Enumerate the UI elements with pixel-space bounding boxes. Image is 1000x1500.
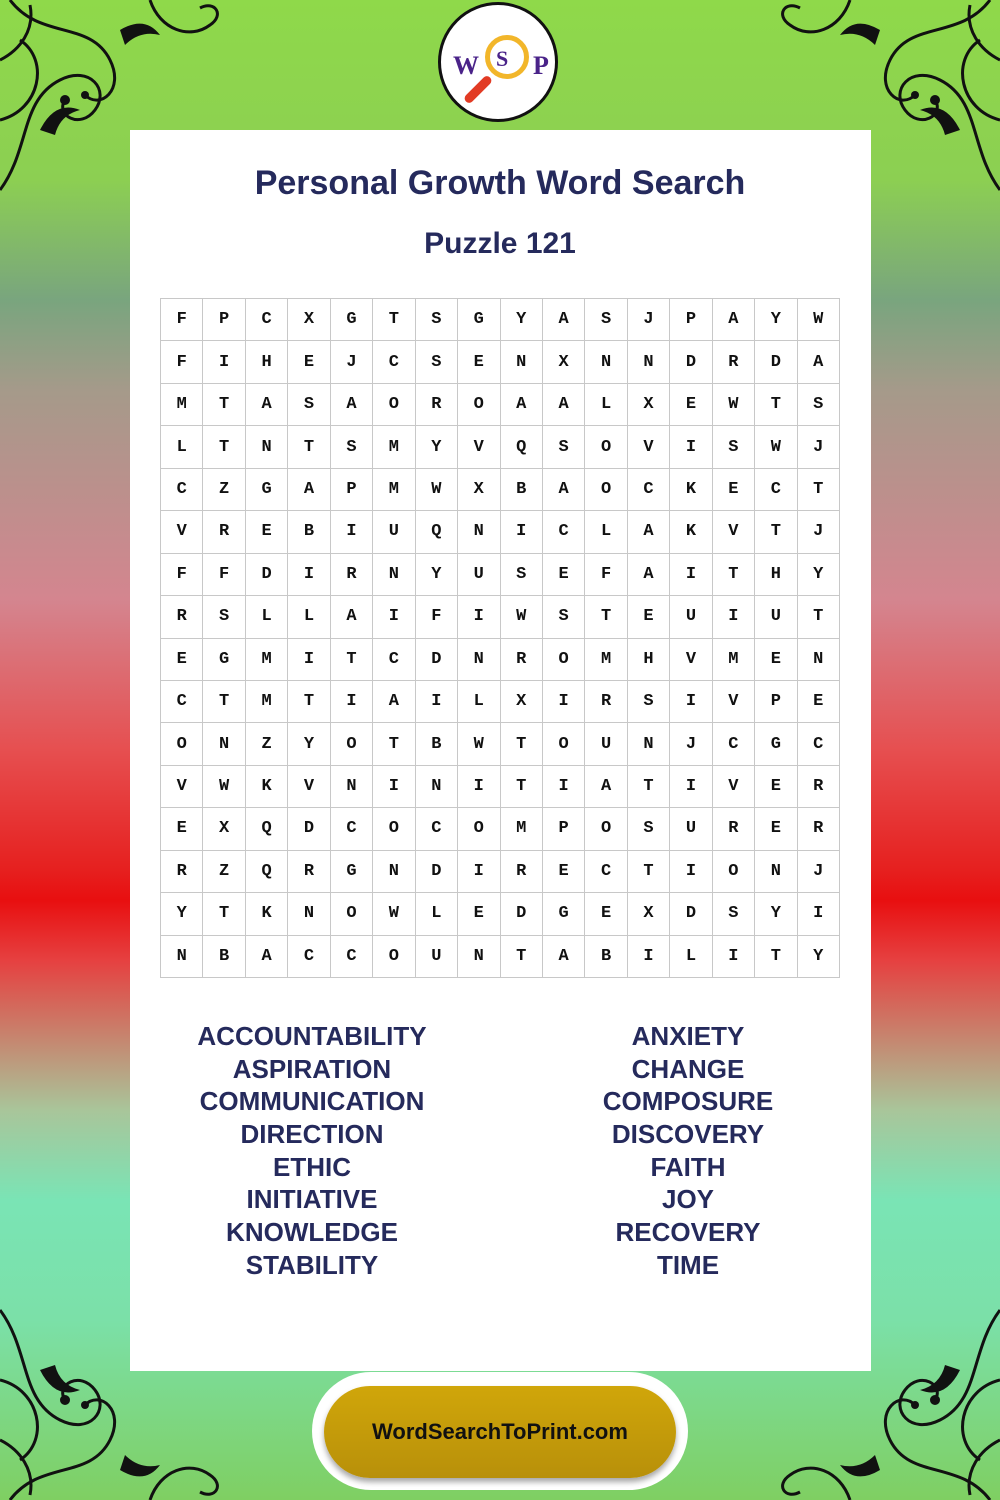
logo-letter-p: P	[533, 51, 549, 80]
grid-cell[interactable]: E	[713, 469, 755, 511]
grid-cell[interactable]: U	[670, 808, 712, 850]
word-list-item: FAITH	[650, 1151, 726, 1182]
grid-cell[interactable]: D	[416, 639, 458, 681]
word-list-item: ANXIETY	[631, 1021, 745, 1051]
grid-cell[interactable]: V	[713, 511, 755, 553]
grid-cell[interactable]: O	[585, 469, 627, 511]
grid-cell[interactable]: I	[416, 681, 458, 723]
grid-cell[interactable]: T	[755, 936, 797, 978]
grid-cell[interactable]: C	[331, 808, 373, 850]
grid-cell[interactable]: W	[798, 299, 840, 341]
grid-cell[interactable]: T	[755, 384, 797, 426]
grid-cell[interactable]: M	[246, 681, 288, 723]
page-title: Personal Growth Word Search	[254, 164, 746, 202]
grid-cell[interactable]: T	[501, 723, 543, 765]
grid-cell[interactable]: I	[670, 681, 712, 723]
grid-cell[interactable]: S	[416, 299, 458, 341]
grid-cell[interactable]: N	[798, 639, 840, 681]
grid-cell[interactable]: I	[458, 766, 500, 808]
grid-cell[interactable]: O	[585, 426, 627, 468]
grid-cell[interactable]: N	[458, 639, 500, 681]
grid-cell[interactable]: S	[331, 426, 373, 468]
grid-cell[interactable]: N	[246, 426, 288, 468]
grid-cell[interactable]: Y	[416, 554, 458, 596]
grid-cell[interactable]: O	[161, 723, 203, 765]
grid-cell[interactable]: A	[288, 469, 330, 511]
grid-cell[interactable]: M	[373, 469, 415, 511]
grid-cell[interactable]: A	[246, 936, 288, 978]
grid-cell[interactable]: I	[373, 766, 415, 808]
grid-cell[interactable]: N	[585, 341, 627, 383]
grid-cell[interactable]: S	[543, 426, 585, 468]
grid-cell[interactable]: A	[331, 596, 373, 638]
grid-cell[interactable]: V	[628, 426, 670, 468]
grid-cell[interactable]: G	[246, 469, 288, 511]
grid-cell[interactable]: G	[331, 299, 373, 341]
grid-cell[interactable]: C	[713, 723, 755, 765]
grid-cell[interactable]: M	[585, 639, 627, 681]
grid-cell[interactable]: T	[373, 723, 415, 765]
grid-cell[interactable]: S	[628, 808, 670, 850]
grid-cell[interactable]: T	[288, 681, 330, 723]
grid-cell[interactable]: E	[288, 341, 330, 383]
grid-cell[interactable]: P	[203, 299, 245, 341]
grid-cell[interactable]: J	[670, 723, 712, 765]
grid-cell[interactable]: T	[203, 426, 245, 468]
grid-cell[interactable]: I	[670, 554, 712, 596]
grid-cell[interactable]: D	[670, 341, 712, 383]
grid-cell[interactable]: J	[798, 511, 840, 553]
grid-cell[interactable]: A	[331, 384, 373, 426]
grid-cell[interactable]: A	[543, 384, 585, 426]
grid-cell[interactable]: W	[458, 723, 500, 765]
grid-cell[interactable]: D	[246, 554, 288, 596]
grid-cell[interactable]: O	[458, 384, 500, 426]
grid-cell[interactable]: T	[288, 426, 330, 468]
grid-cell[interactable]: T	[628, 851, 670, 893]
grid-cell[interactable]: C	[161, 469, 203, 511]
grid-cell[interactable]: I	[288, 554, 330, 596]
grid-cell[interactable]: N	[416, 766, 458, 808]
grid-cell[interactable]: P	[755, 681, 797, 723]
letter-grid	[160, 298, 840, 978]
grid-cell[interactable]: N	[501, 341, 543, 383]
grid-cell[interactable]: H	[246, 341, 288, 383]
grid-cell[interactable]: U	[416, 936, 458, 978]
grid-cell[interactable]: O	[543, 639, 585, 681]
grid-cell[interactable]: V	[670, 639, 712, 681]
grid-cell[interactable]: S	[713, 426, 755, 468]
grid-cell[interactable]: C	[373, 639, 415, 681]
grid-cell[interactable]: E	[798, 681, 840, 723]
grid-cell[interactable]: A	[798, 341, 840, 383]
grid-cell[interactable]: G	[543, 893, 585, 935]
grid-cell[interactable]: Y	[798, 936, 840, 978]
grid-cell[interactable]: X	[501, 681, 543, 723]
grid-cell[interactable]: I	[670, 426, 712, 468]
grid-cell[interactable]: Y	[161, 893, 203, 935]
grid-cell[interactable]: S	[798, 384, 840, 426]
grid-cell[interactable]: D	[501, 893, 543, 935]
grid-cell[interactable]: D	[288, 808, 330, 850]
grid-cell[interactable]: U	[755, 596, 797, 638]
grid-cell[interactable]: O	[373, 384, 415, 426]
grid-cell[interactable]: G	[458, 299, 500, 341]
grid-cell[interactable]: I	[331, 511, 373, 553]
grid-cell[interactable]: C	[628, 469, 670, 511]
grid-cell[interactable]: B	[585, 936, 627, 978]
grid-cell[interactable]: U	[458, 554, 500, 596]
grid-cell[interactable]: R	[585, 681, 627, 723]
grid-cell[interactable]: K	[246, 766, 288, 808]
grid-cell[interactable]: O	[713, 851, 755, 893]
grid-cell[interactable]: C	[755, 469, 797, 511]
grid-cell[interactable]: W	[713, 384, 755, 426]
grid-cell[interactable]: T	[798, 596, 840, 638]
word-list-item: JOY	[661, 1184, 715, 1215]
grid-cell[interactable]: D	[670, 893, 712, 935]
grid-cell[interactable]: B	[288, 511, 330, 553]
grid-cell[interactable]: O	[585, 808, 627, 850]
word-list-item: TIME	[656, 1249, 720, 1280]
grid-cell[interactable]: I	[458, 851, 500, 893]
grid-cell[interactable]: F	[585, 554, 627, 596]
grid-cell[interactable]: A	[246, 384, 288, 426]
grid-cell[interactable]: I	[798, 893, 840, 935]
grid-cell[interactable]: R	[161, 851, 203, 893]
grid-cell[interactable]: M	[246, 639, 288, 681]
grid-cell[interactable]: Y	[501, 299, 543, 341]
grid-cell[interactable]: B	[416, 723, 458, 765]
grid-cell[interactable]: F	[416, 596, 458, 638]
grid-cell[interactable]: C	[798, 723, 840, 765]
grid-cell[interactable]: J	[628, 299, 670, 341]
word-list-item: ACCOUNTABILITY	[197, 1021, 427, 1051]
grid-cell[interactable]: G	[331, 851, 373, 893]
word-list-item: KNOWLEDGE	[226, 1217, 398, 1248]
grid-cell[interactable]: F	[161, 341, 203, 383]
grid-cell[interactable]: S	[628, 681, 670, 723]
grid-cell[interactable]: S	[543, 596, 585, 638]
grid-cell[interactable]: E	[458, 893, 500, 935]
grid-cell[interactable]: S	[501, 554, 543, 596]
grid-cell[interactable]: X	[628, 384, 670, 426]
grid-cell[interactable]: E	[585, 893, 627, 935]
grid-cell[interactable]: J	[798, 851, 840, 893]
grid-cell[interactable]: W	[755, 426, 797, 468]
grid-cell[interactable]: V	[713, 766, 755, 808]
grid-cell[interactable]: N	[755, 851, 797, 893]
grid-cell[interactable]: S	[288, 384, 330, 426]
grid-cell[interactable]: U	[585, 723, 627, 765]
grid-cell[interactable]: L	[416, 893, 458, 935]
grid-cell[interactable]: N	[458, 511, 500, 553]
grid-cell[interactable]: N	[161, 936, 203, 978]
grid-cell[interactable]: I	[670, 851, 712, 893]
grid-cell[interactable]: T	[501, 766, 543, 808]
puzzle-number: Puzzle 121	[424, 227, 576, 260]
word-list-item: COMMUNICATION	[199, 1086, 425, 1117]
grid-cell[interactable]: O	[331, 893, 373, 935]
grid-cell[interactable]: E	[246, 511, 288, 553]
logo-letter-w: W	[453, 51, 479, 80]
grid-cell[interactable]: M	[713, 639, 755, 681]
word-list-item: CHANGE	[631, 1053, 745, 1084]
grid-cell[interactable]: S	[713, 893, 755, 935]
grid-cell[interactable]: W	[203, 766, 245, 808]
grid-cell[interactable]: Y	[288, 723, 330, 765]
grid-cell[interactable]: Q	[246, 808, 288, 850]
grid-cell[interactable]: H	[755, 554, 797, 596]
grid-cell[interactable]: D	[416, 851, 458, 893]
grid-cell[interactable]: I	[501, 511, 543, 553]
grid-cell[interactable]: Q	[501, 426, 543, 468]
word-list-item: RECOVERY	[615, 1217, 761, 1248]
grid-cell[interactable]: U	[670, 596, 712, 638]
grid-cell[interactable]: B	[203, 936, 245, 978]
grid-cell[interactable]: R	[331, 554, 373, 596]
grid-cell[interactable]: R	[798, 766, 840, 808]
grid-cell[interactable]: C	[331, 936, 373, 978]
grid-cell[interactable]: E	[628, 596, 670, 638]
grid-cell[interactable]: A	[628, 554, 670, 596]
grid-cell[interactable]: I	[203, 341, 245, 383]
grid-cell[interactable]: A	[543, 299, 585, 341]
grid-cell[interactable]: I	[288, 639, 330, 681]
grid-cell[interactable]: U	[373, 511, 415, 553]
grid-cell[interactable]: T	[373, 299, 415, 341]
grid-cell[interactable]: C	[373, 341, 415, 383]
grid-cell[interactable]: T	[628, 766, 670, 808]
grid-cell[interactable]: M	[161, 384, 203, 426]
grid-cell[interactable]: N	[373, 554, 415, 596]
grid-cell[interactable]: Y	[755, 299, 797, 341]
grid-cell[interactable]: T	[331, 639, 373, 681]
grid-cell[interactable]: X	[288, 299, 330, 341]
grid-cell[interactable]: M	[373, 426, 415, 468]
word-list-item: DISCOVERY	[611, 1119, 765, 1150]
grid-cell[interactable]: E	[543, 851, 585, 893]
word-list-item: DIRECTION	[240, 1119, 384, 1150]
word-list-item: ASPIRATION	[232, 1053, 392, 1084]
grid-cell[interactable]: H	[628, 639, 670, 681]
grid-cell[interactable]: I	[670, 766, 712, 808]
grid-cell[interactable]: Q	[416, 511, 458, 553]
grid-cell[interactable]: S	[416, 341, 458, 383]
grid-cell[interactable]: O	[458, 808, 500, 850]
wsp-logo	[438, 2, 558, 122]
grid-cell[interactable]: T	[713, 554, 755, 596]
grid-cell[interactable]: A	[585, 766, 627, 808]
grid-cell[interactable]: N	[288, 893, 330, 935]
grid-cell[interactable]: I	[543, 766, 585, 808]
grid-cell[interactable]: C	[161, 681, 203, 723]
grid-cell[interactable]: T	[755, 511, 797, 553]
grid-cell[interactable]: E	[543, 554, 585, 596]
grid-cell[interactable]: S	[585, 299, 627, 341]
grid-cell[interactable]: E	[755, 766, 797, 808]
grid-cell[interactable]: C	[288, 936, 330, 978]
grid-cell[interactable]: P	[543, 808, 585, 850]
grid-cell[interactable]: V	[161, 766, 203, 808]
grid-cell[interactable]: I	[628, 936, 670, 978]
grid-cell[interactable]: A	[373, 681, 415, 723]
grid-cell[interactable]: X	[543, 341, 585, 383]
grid-cell[interactable]: R	[713, 808, 755, 850]
grid-cell[interactable]: V	[288, 766, 330, 808]
grid-cell[interactable]: N	[628, 723, 670, 765]
grid-cell[interactable]: X	[458, 469, 500, 511]
grid-cell[interactable]: R	[416, 384, 458, 426]
word-list-item: INITIATIVE	[246, 1184, 378, 1215]
grid-cell[interactable]: O	[373, 808, 415, 850]
grid-cell[interactable]: K	[246, 893, 288, 935]
grid-cell[interactable]: E	[161, 808, 203, 850]
grid-cell[interactable]: Z	[203, 851, 245, 893]
grid-cell[interactable]: Y	[798, 554, 840, 596]
logo-letter-s: S	[496, 46, 509, 71]
grid-cell[interactable]: L	[585, 384, 627, 426]
grid-cell[interactable]: Y	[416, 426, 458, 468]
grid-cell[interactable]: G	[755, 723, 797, 765]
word-list-left	[147, 1020, 477, 1282]
grid-cell[interactable]: I	[543, 681, 585, 723]
grid-cell[interactable]: T	[585, 596, 627, 638]
grid-cell[interactable]: E	[458, 341, 500, 383]
grid-cell[interactable]: Q	[246, 851, 288, 893]
grid-cell[interactable]: L	[161, 426, 203, 468]
grid-cell[interactable]: T	[203, 384, 245, 426]
grid-cell[interactable]: A	[713, 299, 755, 341]
grid-cell[interactable]: T	[501, 936, 543, 978]
grid-cell[interactable]: R	[203, 511, 245, 553]
grid-cell[interactable]: E	[755, 808, 797, 850]
grid-cell[interactable]: T	[203, 681, 245, 723]
grid-cell[interactable]: S	[203, 596, 245, 638]
grid-cell[interactable]: M	[501, 808, 543, 850]
grid-cell[interactable]: J	[331, 341, 373, 383]
grid-cell[interactable]: O	[543, 723, 585, 765]
grid-cell[interactable]: K	[670, 469, 712, 511]
grid-cell[interactable]: N	[203, 723, 245, 765]
grid-cell[interactable]: V	[713, 681, 755, 723]
grid-cell[interactable]: L	[458, 681, 500, 723]
grid-cell[interactable]: T	[798, 469, 840, 511]
grid-cell[interactable]: Z	[246, 723, 288, 765]
grid-cell[interactable]: O	[331, 723, 373, 765]
grid-cell[interactable]: C	[416, 808, 458, 850]
grid-cell[interactable]: R	[501, 851, 543, 893]
grid-cell[interactable]: E	[670, 384, 712, 426]
grid-cell[interactable]: C	[246, 299, 288, 341]
grid-cell[interactable]: E	[161, 639, 203, 681]
word-list-item: STABILITY	[245, 1249, 379, 1280]
word-list-item: COMPOSURE	[602, 1086, 774, 1117]
grid-cell[interactable]: D	[755, 341, 797, 383]
grid-cell[interactable]: Z	[203, 469, 245, 511]
grid-cell[interactable]: C	[543, 511, 585, 553]
grid-cell[interactable]: I	[373, 596, 415, 638]
grid-cell[interactable]: G	[203, 639, 245, 681]
grid-cell[interactable]: J	[798, 426, 840, 468]
grid-cell[interactable]: X	[203, 808, 245, 850]
grid-cell[interactable]: R	[713, 341, 755, 383]
grid-cell[interactable]: B	[501, 469, 543, 511]
grid-cell[interactable]: A	[543, 936, 585, 978]
grid-cell[interactable]: R	[798, 808, 840, 850]
grid-cell[interactable]: X	[628, 893, 670, 935]
grid-cell[interactable]: I	[713, 596, 755, 638]
grid-cell[interactable]: N	[331, 766, 373, 808]
grid-cell[interactable]: W	[501, 596, 543, 638]
grid-cell[interactable]: N	[628, 341, 670, 383]
grid-cell[interactable]: E	[755, 639, 797, 681]
grid-cell[interactable]: F	[161, 299, 203, 341]
grid-cell[interactable]: W	[373, 893, 415, 935]
grid-cell[interactable]: C	[585, 851, 627, 893]
grid-cell[interactable]: I	[331, 681, 373, 723]
grid-cell[interactable]: K	[670, 511, 712, 553]
grid-cell[interactable]: L	[288, 596, 330, 638]
grid-cell[interactable]: V	[458, 426, 500, 468]
grid-cell[interactable]: N	[373, 851, 415, 893]
grid-cell[interactable]: A	[628, 511, 670, 553]
word-list-item: ETHIC	[273, 1151, 351, 1182]
grid-cell[interactable]: R	[288, 851, 330, 893]
grid-cell[interactable]: I	[458, 596, 500, 638]
grid-cell[interactable]: L	[585, 511, 627, 553]
grid-cell[interactable]: T	[203, 893, 245, 935]
grid-cell[interactable]: A	[501, 384, 543, 426]
grid-cell[interactable]: P	[670, 299, 712, 341]
grid-cell[interactable]: L	[670, 936, 712, 978]
grid-cell[interactable]: Y	[755, 893, 797, 935]
website-link-button[interactable]: WordSearchToPrint.com	[324, 1386, 676, 1478]
grid-cell[interactable]: N	[458, 936, 500, 978]
grid-cell[interactable]: L	[246, 596, 288, 638]
grid-cell[interactable]: F	[161, 554, 203, 596]
grid-cell[interactable]: W	[416, 469, 458, 511]
grid-cell[interactable]: R	[501, 639, 543, 681]
grid-cell[interactable]: F	[203, 554, 245, 596]
grid-cell[interactable]: I	[713, 936, 755, 978]
grid-cell[interactable]: R	[161, 596, 203, 638]
grid-cell[interactable]: O	[373, 936, 415, 978]
word-list-right	[523, 1020, 853, 1282]
grid-cell[interactable]: A	[543, 469, 585, 511]
grid-cell[interactable]: V	[161, 511, 203, 553]
grid-cell[interactable]: P	[331, 469, 373, 511]
